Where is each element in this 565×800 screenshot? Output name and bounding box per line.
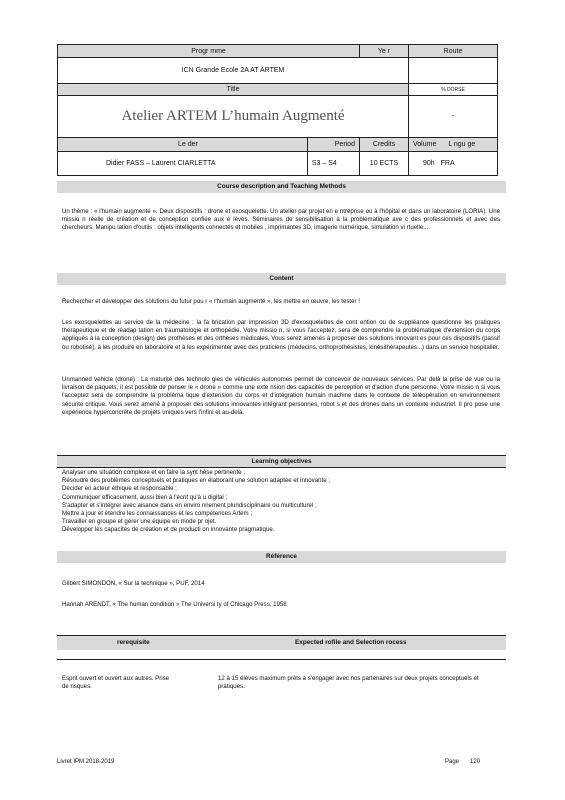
section-divider [57, 649, 506, 660]
course-description-heading: Course description and Teaching Methods [57, 181, 506, 193]
content-p3-text: Unmanned vehicle (drone) : La maturité des technolo gies de véhicules autonomes permet de concevoir de nouveaux services. Par delà la prise de vue ou la livraison de paquets, il est possible de penser le « drone » comme une exte nsion des capacités de perception et d'action d'une personne. Votre missio n si vous l'acceptez sera de comprendre la probléma tique d'extension du corps et d'intégration humain machine dans le contexte de téléopération en environnement sécurité critique. Vous serez amené à proposer des solutions innovantes intégrant personnes, robot s et des drones dans un contexte industriel. Il pro pose une expérience hyperconcrète de projets uniques vers l'infini et au-delà. [62, 376, 500, 416]
content-heading: Content [57, 273, 506, 285]
period-label: Period [307, 138, 359, 152]
content-paragraph-3 [62, 376, 500, 417]
list-item: Développer les capacités de création et de producti on innovante pragmatique. [62, 526, 275, 534]
list-item: Résoudre des problèmes conceptuels et pratiques en élaborant une solution adaptée et innovante ; [62, 477, 330, 485]
list-item: Décider en acteur éthique et responsable ; [62, 485, 177, 493]
course-description-paragraph: Un thème : « l'humain augmenté ». Deux dispositifs : drone et exosquelette. Un atelier par projet en e ntreprise ou à l'hôpital et dans un laboratoire (LORIA). Une missio n réelle de création et de conception confiée aux é lèves. Séminaires de sensibilisation à la problématique ave c des professionnels et avec des chercheurs. Manipu lation d'outils : objets intelligents connectés et mobiles , imprimantes 3D, imagerie numérique, simulation vi rtuelle... [62, 208, 500, 232]
list-item: Analyser une situation complexe et en faire la synt hèse pertinente ; [62, 469, 245, 476]
course-description-text [62, 208, 500, 233]
course-title: Atelier ARTEM L’humain Augmenté [58, 96, 409, 138]
programme-label: Progr mme [58, 45, 360, 58]
references-heading: Référence [57, 551, 506, 563]
volume-language-label [409, 138, 498, 152]
prereq-expected-band [57, 635, 506, 650]
reference-2: Hannah ARENDT, « The human condition » The Universi ty of Chicago Press, 1958 [62, 601, 287, 608]
prerequisite-text: Esprit ouvert et ouvert aux autres. Prise de risques. [62, 675, 170, 691]
list-item: Mettre à jour et étendre les connaissances et les compétences Artem ; [62, 510, 253, 518]
expected-profile-heading: Expected rofile and Selection rocess [295, 639, 407, 646]
credits-label: Credits [360, 138, 409, 152]
footer-left: Livret IPM 2018-2019 [57, 759, 115, 765]
volume-value: 90h [423, 160, 435, 167]
dorse-value: - [409, 96, 498, 138]
route-value [409, 58, 498, 84]
period-value: S3 – S4 [307, 152, 359, 176]
learning-objectives-list [62, 469, 500, 535]
list-item: Communiquer efficacement, aussi bien à l'écrit qu'à u digital ; [62, 493, 228, 501]
leader-value: Didier FASS – Laurent CIARLETTA [58, 152, 308, 176]
volume-language-value [409, 152, 498, 176]
credits-value: 10 ECTS [360, 152, 409, 176]
volume-label: Volume [413, 141, 437, 148]
route-label: Route [409, 45, 498, 58]
title-label: Title [58, 84, 409, 96]
content-p1-text: Rechercher et développer des solutions du futur pou r « l'humain augmenté », les mettre en œuvre, les tester ! [62, 298, 360, 305]
content-paragraph-2 [62, 319, 500, 352]
leader-label: Le der [58, 138, 308, 152]
content-p2-text: Les exosquelettes au service de la médecine : la fa brication par impression 3D d'exosquelettes de cont ention ou de suppléance questionne les pratiques thérapeutique et de réadap tation en traumatologie et orthopédie. Votre missio n, si vous l'acceptez, sera de comprendre la problématique d'extension du corps appliqués à la conception (design) des prothèses et des orthèses médicales. Vous serez amenés à proposer des solutions innovant es pour ces dispositifs (passif ou robotisé), à les produire en laboratoire et à les expérimenter avec des praticiens (médecins, orthoprothésistes, kinésithérapeutes...) dans un service hospitalier. [62, 319, 500, 351]
prerequisite-heading: rerequisite [117, 639, 150, 646]
course-header-table [57, 44, 498, 176]
learning-objectives-heading: Learning objectives [57, 455, 506, 468]
dorse-label: % DORSE [409, 84, 498, 96]
language-label: L ngu ge [448, 141, 476, 148]
programme-value: ICN Grande Ecole 2A AT ARTEM [58, 58, 409, 84]
page-number: 120 [470, 759, 481, 765]
list-item: Travailler en groupe et gérer une équipe en mode pr ojet. [62, 518, 217, 526]
content-paragraph-1 [62, 298, 500, 306]
reference-1: Gilbert SIMONDON, « Sur la technique », PUF, 2014 [62, 580, 205, 587]
expected-profile-text: 12 à 15 élèves maximum prêts à s'engager avec nos partenaires sur deux projets conceptuels et pratiques. [218, 675, 479, 691]
list-item: S'adapter et s'intégrer avec aisance dans en enviro nnement pluridisciplinaire ou multiculturel ; [62, 501, 317, 509]
year-label: Ye r [360, 45, 409, 58]
page-label: Page [445, 759, 460, 765]
language-value: FRA [440, 160, 455, 167]
